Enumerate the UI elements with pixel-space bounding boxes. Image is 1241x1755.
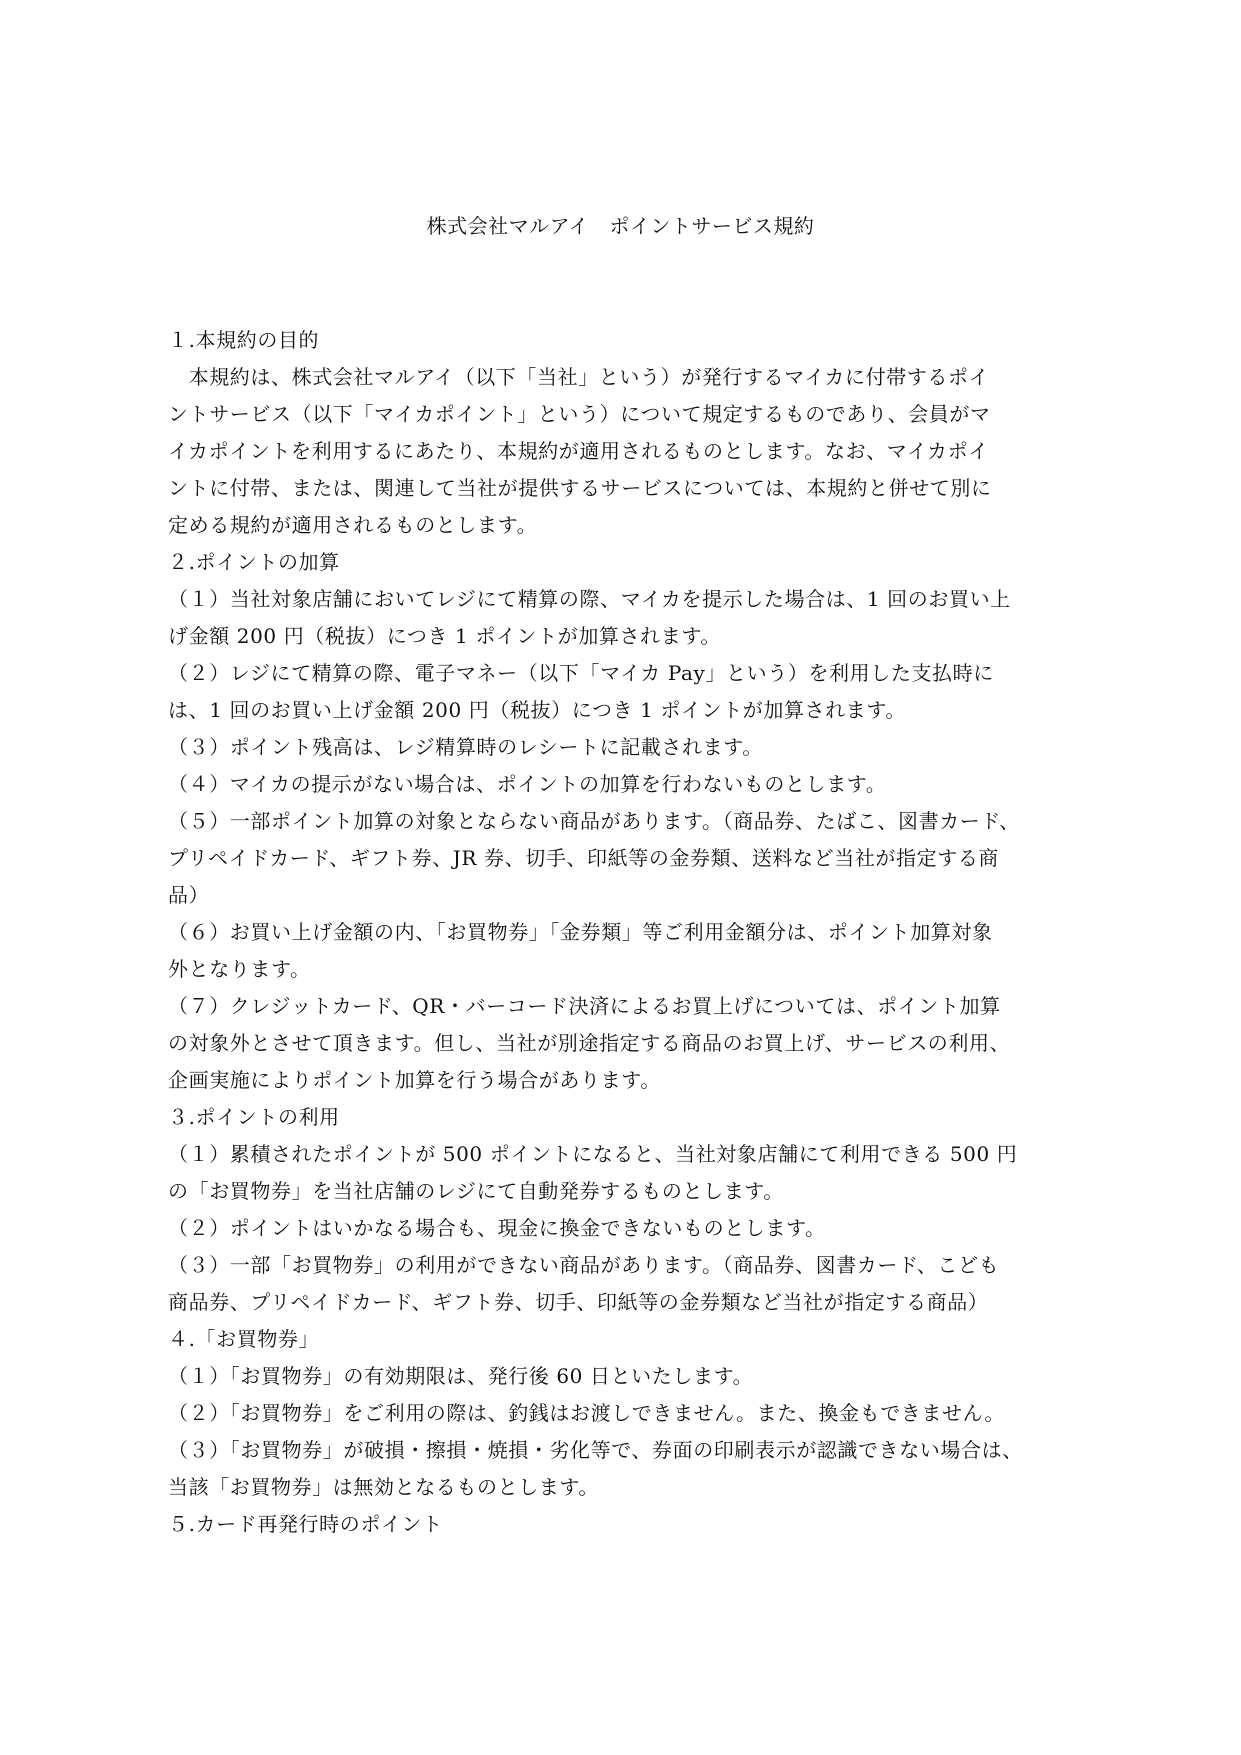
text-line: （１）「お買物券」の有効期限は、発行後 60 日といたします。 — [168, 1364, 754, 1388]
text-line: の「お買物券」を当社店舗のレジにて自動発券するものとします。 — [168, 1179, 784, 1203]
document-title: 株式会社マルアイ ポイントサービス規約 — [426, 214, 815, 238]
text-line: （５）一部ポイント加算の対象とならない商品があります。（商品券、たばこ、図書カード、 — [168, 809, 1020, 833]
text-line: 本規約は、株式会社マルアイ（以下「当社」という）が発行するマイカに付帯するポイ — [168, 365, 990, 389]
text-line: イカポイントを利用するにあたり、本規約が適用されるものとします。なお、マイカポイ — [168, 439, 989, 463]
document-body — [168, 322, 1073, 1543]
text-line: （２）レジにて精算の際、電子マネー（以下「マイカ Pay」という）を利用した支払時に — [168, 661, 994, 685]
text-line: 企画実施によりポイント加算を行う場合があります。 — [168, 1068, 661, 1092]
text-line: 品） — [168, 883, 210, 907]
text-line: （３）ポイント残高は、レジ精算時のレシートに記載されます。 — [168, 735, 763, 759]
text-line: （３）一部「お買物券」の利用ができない商品があります。（商品券、図書カード、こども — [168, 1253, 1000, 1277]
text-line: 外となります。 — [168, 957, 311, 981]
text-line: （１）当社対象店舗においてレジにて精算の際、マイカを提示した場合は、1 回のお買い上 — [168, 587, 1011, 611]
text-line: ントサービス（以下「マイカポイント」という）について規定するものであり、会員がマ — [168, 402, 991, 426]
text-line: （６）お買い上げ金額の内、「お買物券」「金券類」等ご利用金額分は、ポイント加算対象 — [168, 920, 993, 944]
text-line: げ金額 200 円（税抜）につき 1 ポイントが加算されます。 — [168, 624, 721, 648]
text-line: （２）「お買物券」をご利用の際は、釣銭はお渡しできません。また、換金もできません。 — [168, 1401, 1005, 1425]
text-line: ３.ポイントの利用 — [168, 1105, 340, 1129]
text-line: ントに付帯、または、関連して当社が提供するサービスについては、本規約と併せて別に — [168, 476, 992, 500]
text-line: （２）ポイントはいかなる場合も、現金に換金できないものとします。 — [168, 1216, 826, 1240]
text-line: （４）マイカの提示がない場合は、ポイントの加算を行わないものとします。 — [168, 772, 887, 796]
text-line: 定める規約が適用されるものとします。 — [168, 513, 538, 537]
text-line: 商品券、プリペイドカード、ギフト券、切手、印紙等の金券類など当社が指定する商品） — [168, 1290, 989, 1314]
text-line: 当該「お買物券」は無効となるものとします。 — [168, 1475, 599, 1499]
text-line: ５.カード再発行時のポイント — [168, 1512, 443, 1536]
text-line: ４.「お買物券」 — [168, 1327, 320, 1351]
text-line: （７）クレジットカード、QR・バーコード決済によるお買上げについては、ポイント加算 — [168, 994, 1001, 1018]
text-line: の対象外とさせて頂きます。但し、当社が別途指定する商品のお買上げ、サービスの利用、 — [168, 1031, 1011, 1055]
text-line: は、1 回のお買い上げ金額 200 円（税抜）につき 1 ポイントが加算されます。 — [168, 698, 907, 722]
text-line: プリペイドカード、ギフト券、JR 券、切手、印紙等の金券類、送料など当社が指定する商 — [168, 846, 1000, 870]
text-line: （３）「お買物券」が破損・擦損・焼損・劣化等で、券面の印刷表示が認識できない場合は、 — [168, 1438, 1023, 1462]
text-line: １.本規約の目的 — [168, 328, 320, 352]
text-line: （１）累積されたポイントが 500 ポイントになると、当社対象店舗にて利用できる 500 円 — [168, 1142, 1018, 1166]
text-line: ２.ポイントの加算 — [168, 550, 340, 574]
